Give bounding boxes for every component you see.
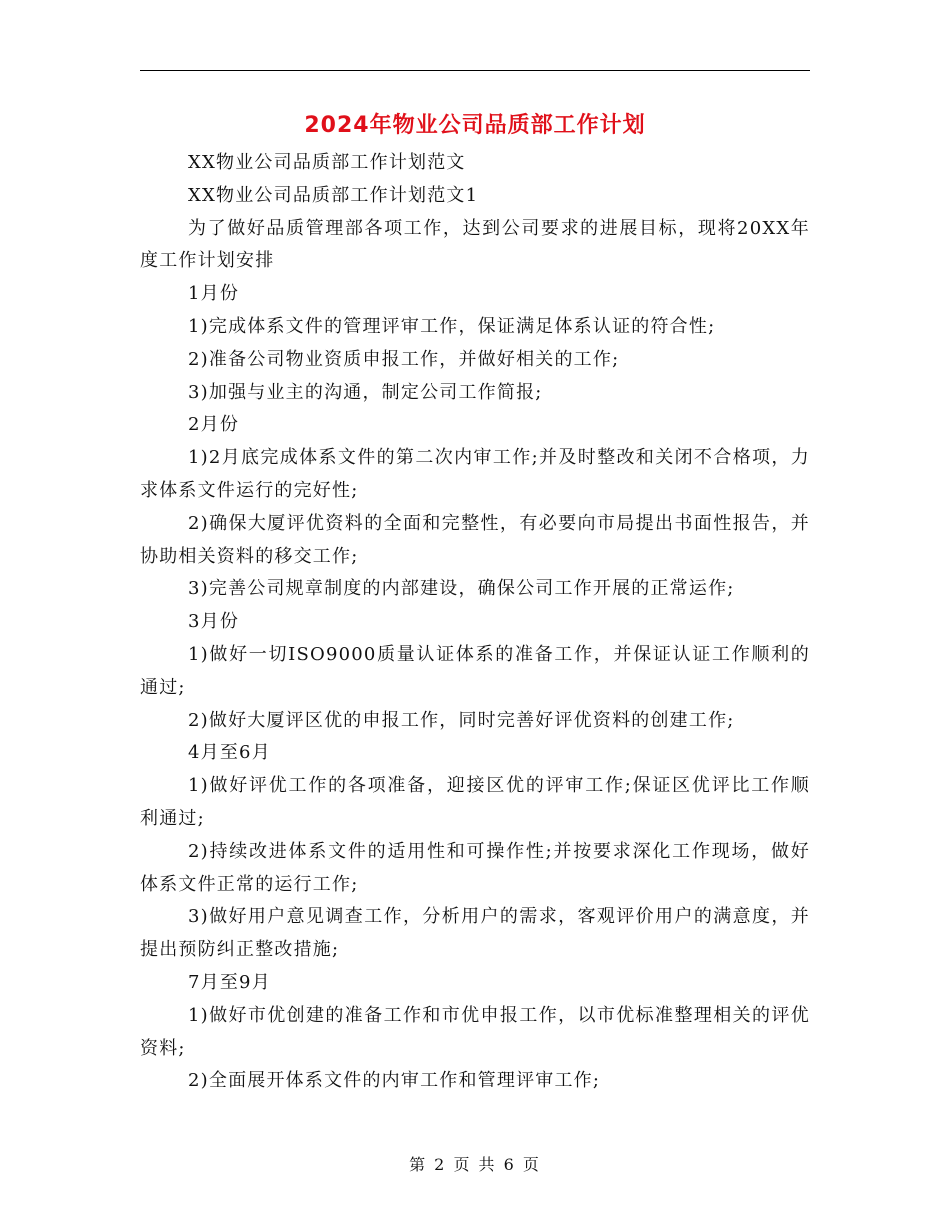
paragraph: 3)加强与业主的沟通，制定公司工作简报; [188, 381, 543, 403]
paragraph: 2)做好大厦评区优的申报工作，同时完善好评优资料的创建工作; [188, 709, 735, 731]
paragraph: 2)持续改进体系文件的适用性和可操作性;并按要求深化工作现场，做好体系文件正常的运行工作; [140, 840, 810, 895]
document-body [140, 147, 810, 1098]
paragraph: 1)做好一切ISO9000质量认证体系的准备工作，并保证认证工作顺利的通过; [140, 643, 810, 698]
paragraph: XX物业公司品质部工作计划范文 [188, 152, 466, 173]
paragraph: 1)完成体系文件的管理评审工作，保证满足体系认证的符合性; [188, 315, 716, 337]
paragraph: 7月至9月 [188, 971, 271, 993]
paragraph: 1)做好市优创建的准备工作和市优申报工作，以市优标准整理相关的评优资料; [140, 1004, 810, 1059]
paragraph: 3)完善公司规章制度的内部建设，确保公司工作开展的正常运作; [188, 578, 735, 600]
header-rule [140, 70, 810, 71]
paragraph: 2月份 [188, 414, 240, 436]
paragraph: 1)2月底完成体系文件的第二次内审工作;并及时整改和关闭不合格项，力求体系文件运行的完好性; [140, 447, 810, 501]
paragraph: 2)全面展开体系文件的内审工作和管理评审工作; [188, 1070, 601, 1092]
paragraph: 4月至6月 [188, 742, 271, 764]
paragraph: 为了做好品质管理部各项工作，达到公司要求的进展目标，现将20XX年度工作计划安排 [140, 217, 810, 272]
paragraph: 2)准备公司物业资质申报工作，并做好相关的工作; [188, 348, 620, 370]
paragraph: 3月份 [188, 611, 240, 633]
paragraph: 3)做好用户意见调查工作，分析用户的需求，客观评价用户的满意度，并提出预防纠正整改措施; [140, 906, 810, 961]
paragraph: 2)确保大厦评优资料的全面和完整性，有必要向市局提出书面性报告，并协助相关资料的移交工作; [140, 512, 810, 567]
paragraph: 1)做好评优工作的各项准备，迎接区优的评审工作;保证区优评比工作顺利通过; [140, 775, 810, 829]
paragraph: XX物业公司品质部工作计划范文1 [188, 184, 479, 206]
page-footer: 第 2 页 共 6 页 [409, 1155, 541, 1174]
document-title: 2024年物业公司品质部工作计划 [304, 113, 646, 138]
paragraph: 1月份 [188, 283, 240, 305]
